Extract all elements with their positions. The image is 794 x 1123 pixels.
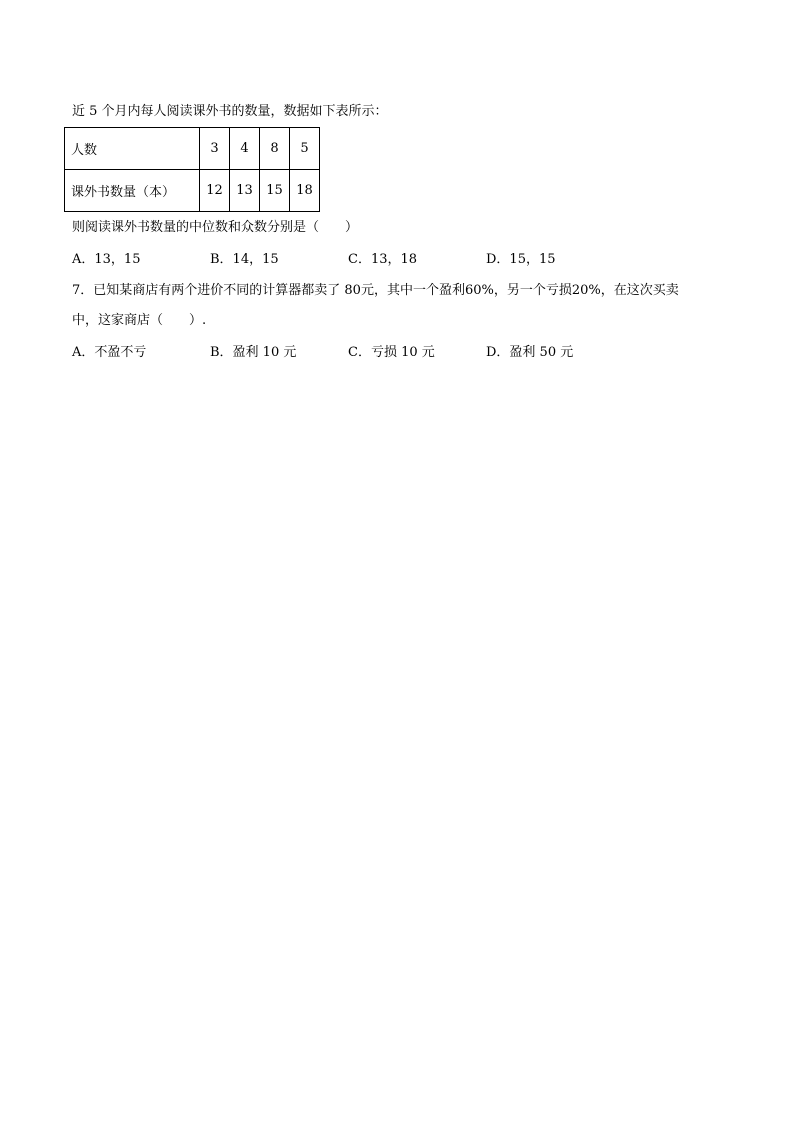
table-cell: 3 [200,128,230,170]
option-a: A．不盈不亏 [72,345,147,360]
question-6-ask: 则阅读课外书数量的中位数和众数分别是（ ） [72,220,359,235]
table-cell: 18 [290,170,320,212]
table-cell: 13 [230,170,260,212]
table-cell: 12 [200,170,230,212]
question-6-intro: 近 5 个月内每人阅读课外书的数量，数据如下表所示： [72,104,388,119]
table-cell: 15 [260,170,290,212]
option-d: D．15，15 [486,252,556,267]
table-row [65,128,320,170]
option-d: D．盈利 50 元 [486,345,574,360]
row-header-book-count: 课外书数量（本） [65,170,200,212]
row-header-people: 人数 [65,128,200,170]
question-7-options [72,344,624,362]
option-c: C．亏损 10 元 [348,345,435,360]
option-b: B．盈利 10 元 [210,345,297,360]
table-cell: 4 [230,128,260,170]
table-cell: 5 [290,128,320,170]
table-cell: 8 [260,128,290,170]
option-b: B．14，15 [210,252,279,267]
option-a: A．13，15 [72,252,141,267]
table-row [65,170,320,212]
question-7-text-line-2: 中，这家商店（ ）. [72,313,207,328]
reading-data-table [64,127,320,212]
option-c: C．13，18 [348,252,418,267]
question-6-options [72,251,624,269]
question-7-text-line-1: 7．已知某商店有两个进价不同的计算器都卖了 80元，其中一个盈利60%，另一个亏损20%，在这次买卖 [72,283,679,298]
